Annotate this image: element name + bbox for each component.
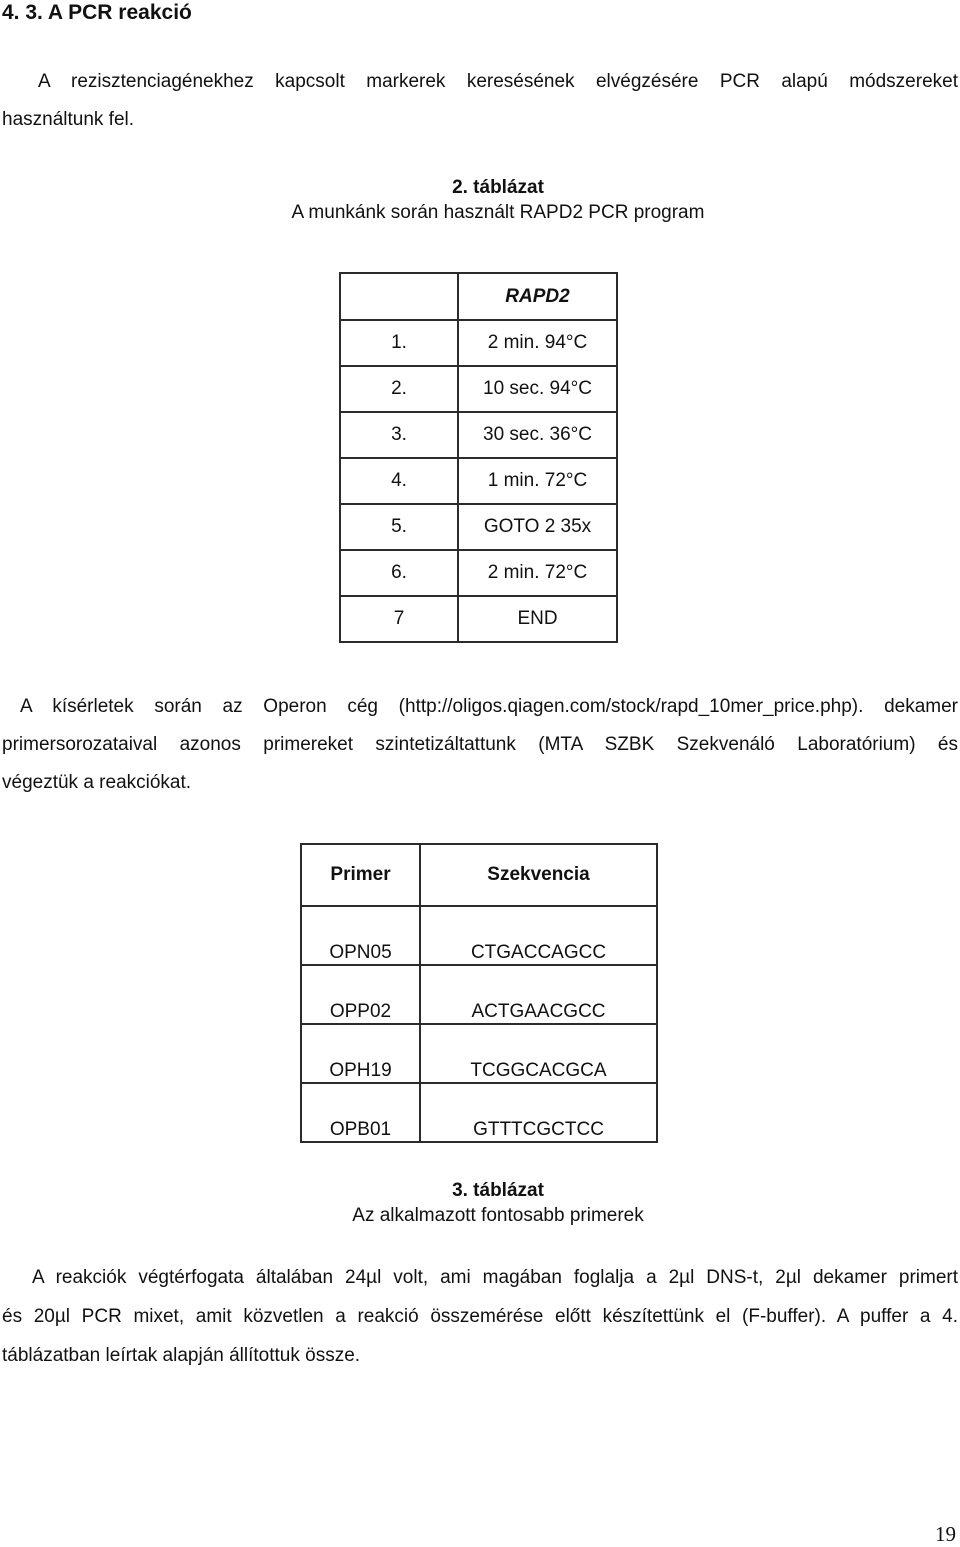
- table3-caption-number: 3. táblázat: [452, 1180, 544, 1201]
- step-cell: 2.: [340, 366, 458, 412]
- table3-caption: [0, 1178, 960, 1228]
- sequence-cell: ACTGAACGCC: [420, 965, 657, 1024]
- primer-cell: OPP02: [301, 965, 420, 1024]
- operon-paragraph: [2, 688, 958, 802]
- intro-line: használtunk fel.: [2, 109, 135, 130]
- program-cell: 1 min. 72°C: [458, 458, 617, 504]
- reaction-paragraph: [2, 1258, 958, 1375]
- program-cell: 2 min. 94°C: [458, 320, 617, 366]
- primer-cell: OPH19: [301, 1024, 420, 1083]
- primer-cell: OPN05: [301, 906, 420, 965]
- program-cell: 30 sec. 36°C: [458, 412, 617, 458]
- page-number: 19: [935, 1522, 956, 1546]
- program-cell: GOTO 2 35x: [458, 504, 617, 550]
- header-cell-step: [340, 273, 458, 320]
- step-cell: 6.: [340, 550, 458, 596]
- table-row: [301, 1024, 657, 1083]
- operon-line: A kísérletek során az Operon cég (http://oligos.qiagen.com/stock/rapd_10mer_price.php). dekamer: [20, 696, 958, 717]
- primer-table: [300, 843, 658, 1143]
- table2-caption-title: A munkánk során használt RAPD2 PCR program: [291, 202, 705, 223]
- sequence-cell: GTTTCGCTCC: [420, 1083, 657, 1142]
- step-cell: 4.: [340, 458, 458, 504]
- operon-line: primersorozataival azonos primereket szintetizáltattunk (MTA SZBK Szekvenáló Laboratórium) és: [2, 734, 958, 755]
- table-row: [301, 1083, 657, 1142]
- header-cell-primer: Primer: [301, 844, 420, 906]
- table-row: [340, 596, 617, 642]
- step-cell: 5.: [340, 504, 458, 550]
- table-row: [340, 320, 617, 366]
- primer-cell: OPB01: [301, 1083, 420, 1142]
- intro-paragraph: [2, 63, 958, 139]
- operon-line: végeztük a reakciókat.: [2, 772, 192, 793]
- table-row: [340, 412, 617, 458]
- table2-caption: [0, 175, 960, 225]
- program-cell: 10 sec. 94°C: [458, 366, 617, 412]
- step-cell: 1.: [340, 320, 458, 366]
- program-cell: END: [458, 596, 617, 642]
- reaction-line: A reakciók végtérfogata általában 24µl volt, ami magában foglalja a 2µl DNS-t, 2µl dekamer primert: [32, 1267, 958, 1288]
- table-row: [340, 366, 617, 412]
- reaction-line: és 20µl PCR mixet, amit közvetlen a reakció összemérése előtt készítettünk el (F-buffer). A puffer a 4.: [2, 1306, 958, 1327]
- section-heading: 4. 3. A PCR reakció: [2, 1, 192, 24]
- program-cell: 2 min. 72°C: [458, 550, 617, 596]
- step-cell: 7: [340, 596, 458, 642]
- table-row: [301, 906, 657, 965]
- table-row: [340, 504, 617, 550]
- table3-caption-title: Az alkalmazott fontosabb primerek: [352, 1205, 644, 1226]
- header-cell-sequence: Szekvencia: [420, 844, 657, 906]
- table2-caption-number: 2. táblázat: [452, 177, 544, 198]
- intro-line: A rezisztenciagénekhez kapcsolt markerek keresésének elvégzésére PCR alapú módszereket: [38, 71, 958, 92]
- sequence-cell: CTGACCAGCC: [420, 906, 657, 965]
- reaction-line: táblázatban leírtak alapján állítottuk össze.: [2, 1345, 361, 1366]
- table-header-row: [340, 273, 617, 320]
- table-row: [340, 458, 617, 504]
- table-row: [301, 965, 657, 1024]
- step-cell: 3.: [340, 412, 458, 458]
- header-cell-rapd2: RAPD2: [458, 273, 617, 320]
- table-header-row: [301, 844, 657, 906]
- sequence-cell: TCGGCACGCA: [420, 1024, 657, 1083]
- table-row: [340, 550, 617, 596]
- rapd2-program-table: [339, 272, 618, 643]
